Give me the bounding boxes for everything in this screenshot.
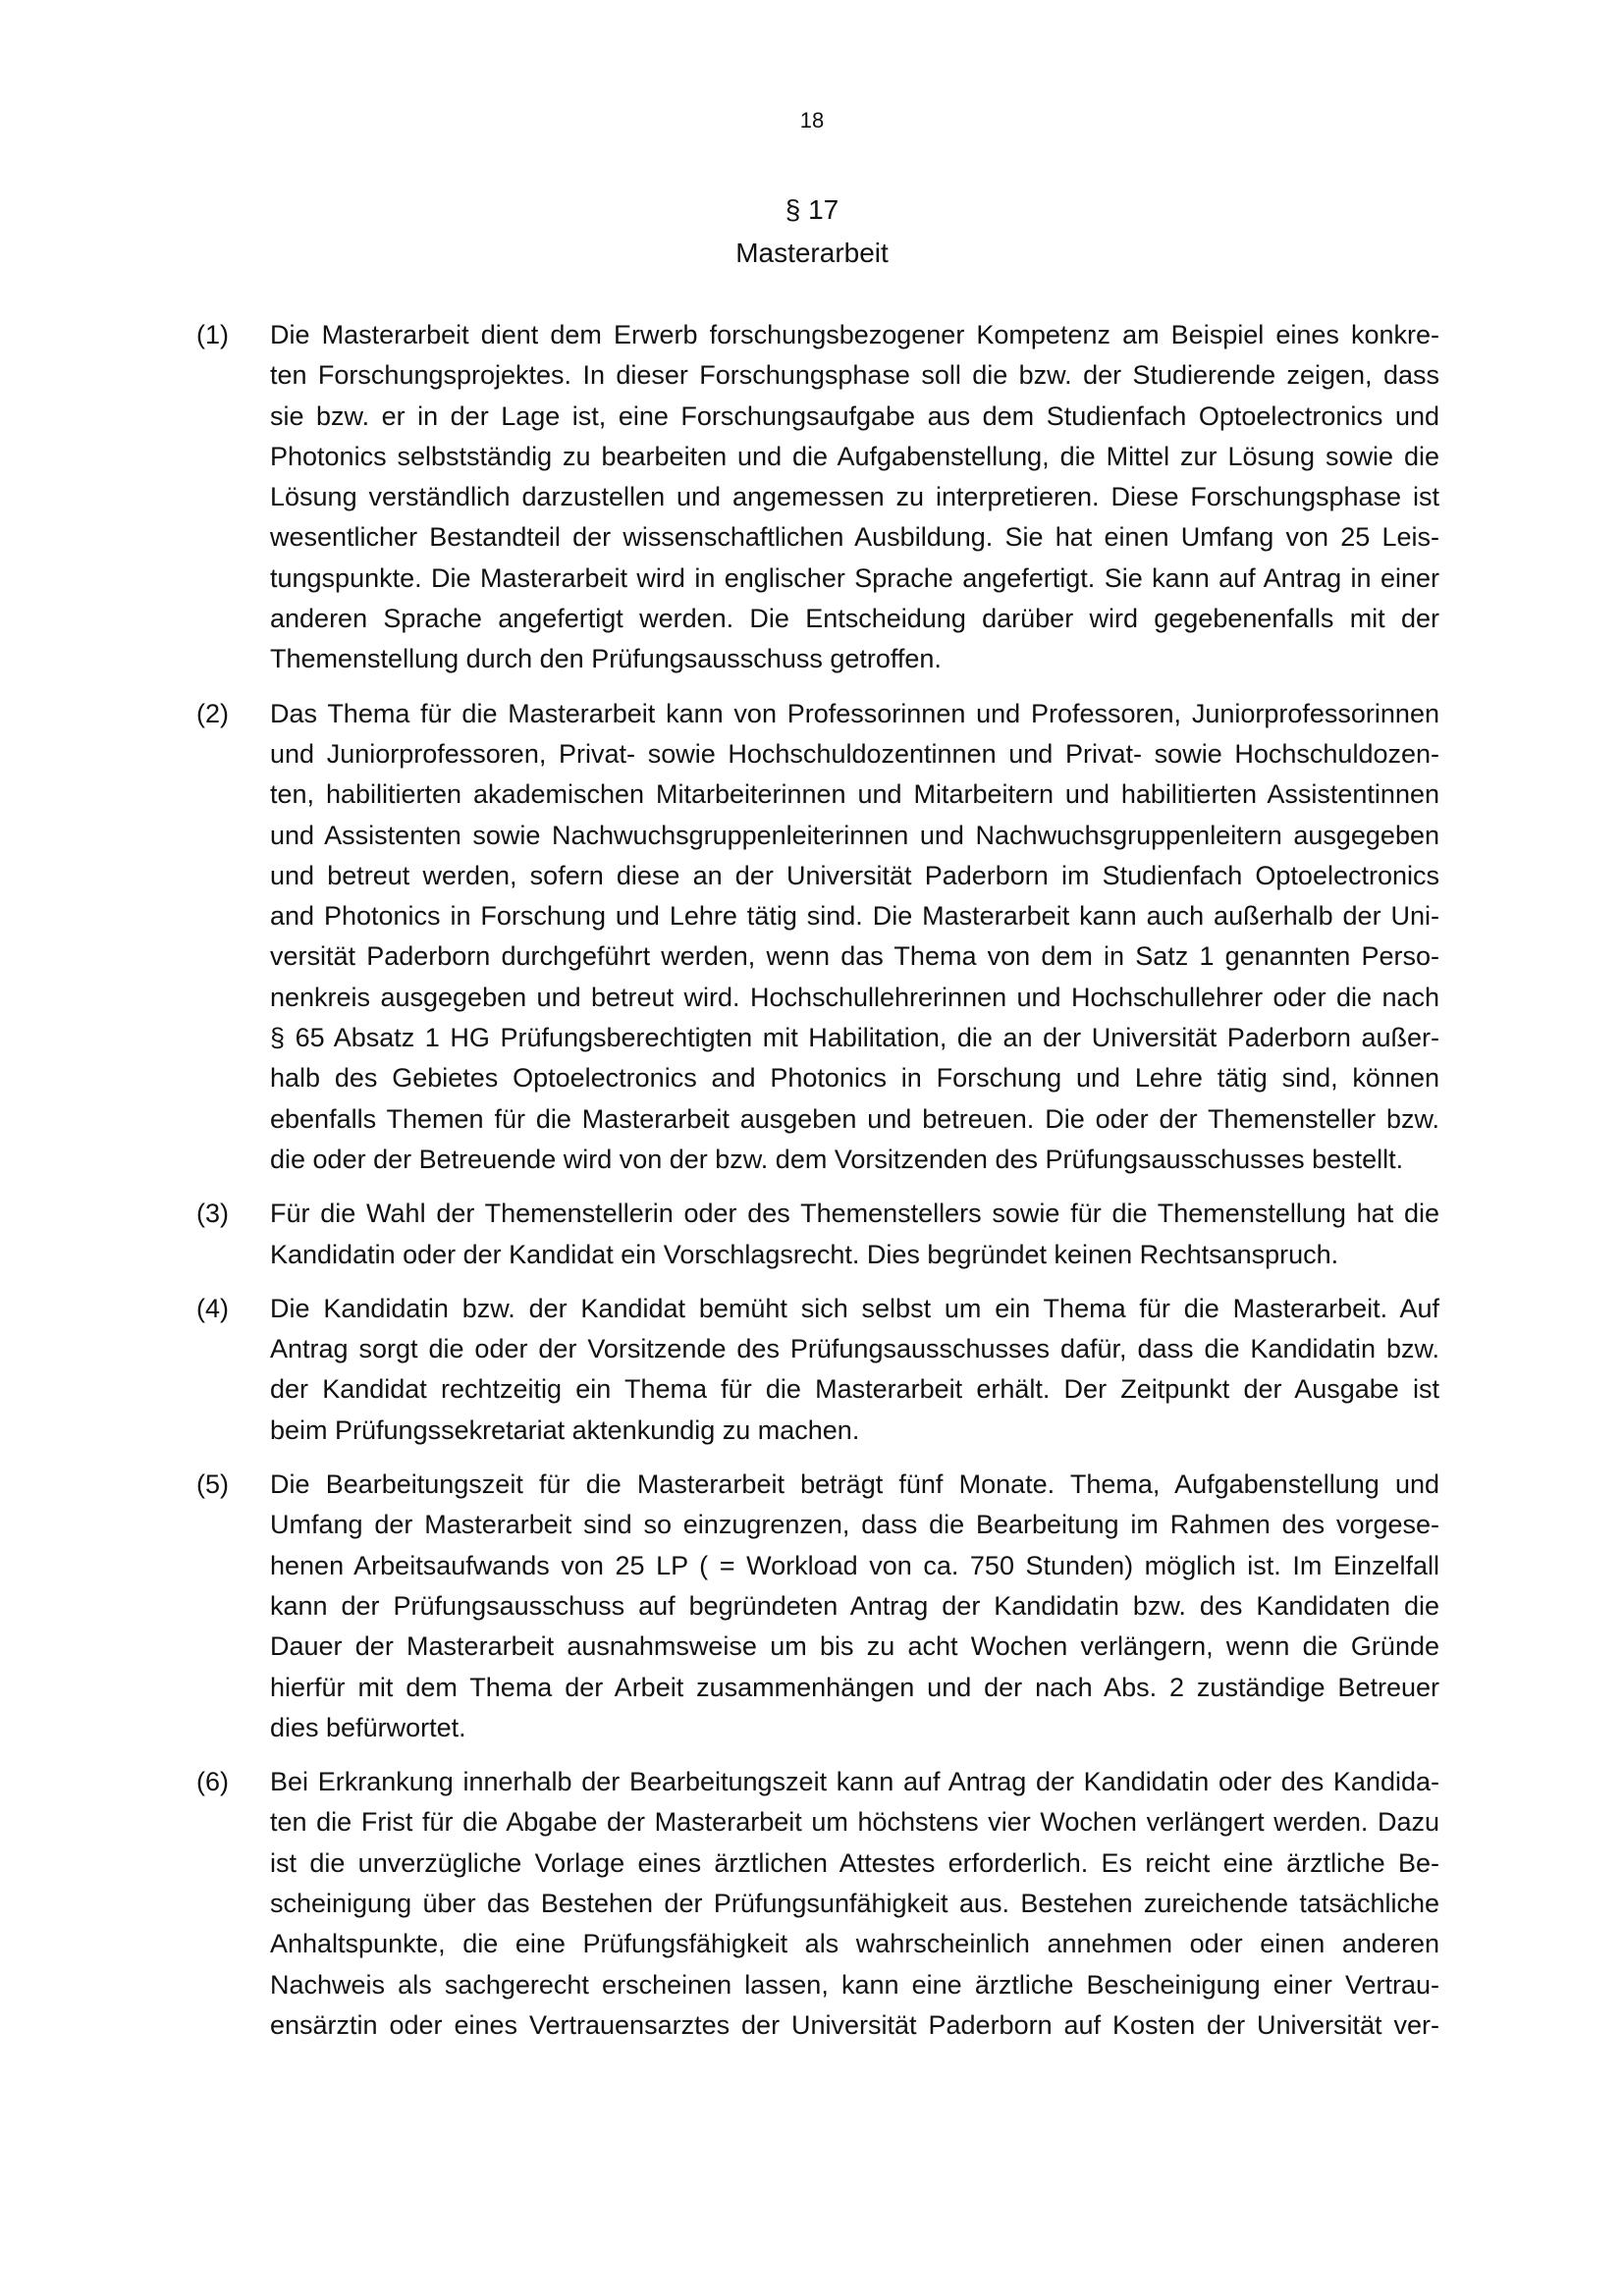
- text-line: [270, 734, 1439, 774]
- text-line-content: Für die Wahl der Themenstellerin oder des Themenstellers sowie für die Themenstellung hat die: [270, 1199, 1439, 1229]
- text-line-content: Antrag sorgt die oder der Vorsitzende des Prüfungsausschusses dafür, dass die Kandidatin bzw.: [270, 1334, 1439, 1364]
- text-line-content: hierfür mit dem Thema der Arbeit zusammenhängen und der nach Abs. 2 zuständige Betreuer: [270, 1672, 1439, 1702]
- text-line-content: Die Masterarbeit dient dem Erwerb forschungsbezogener Kompetenz am Beispiel eines konkre-: [270, 320, 1439, 349]
- text-line: [270, 1289, 1439, 1329]
- text-line: [270, 1546, 1439, 1586]
- text-line: [270, 1140, 1439, 1180]
- text-line-content: ten Forschungsprojektes. In dieser Forschungsphase soll die bzw. der Studierende zeigen, dass: [270, 360, 1439, 391]
- paragraph: [196, 1762, 1439, 2046]
- text-line-content: die oder der Betreuende wird von der bzw. dem Vorsitzenden des Prüfungsausschusses bestellt.: [270, 1144, 1404, 1174]
- text-line: [270, 1924, 1439, 1964]
- text-line-content: dies befürwortet.: [270, 1712, 466, 1742]
- text-line-content: Die Kandidatin bzw. der Kandidat bemüht sich selbst um ein Thema für die Masterarbeit. Auf: [270, 1293, 1439, 1323]
- paragraph-number: (6): [196, 1767, 229, 1797]
- text-line-content: und betreut werden, sofern diese an der Universität Paderborn im Studienfach Optoelectronics: [270, 860, 1439, 890]
- text-line-content: ist die unverzügliche Vorlage eines ärztlichen Attestes erforderlich. Es reicht eine ärztliche Be-: [270, 1847, 1439, 1878]
- text-line: [270, 599, 1439, 639]
- text-line: [270, 1762, 1439, 1802]
- text-line-content: Die Bearbeitungszeit für die Masterarbeit beträgt fünf Monate. Thema, Aufgabenstellung und: [270, 1469, 1439, 1500]
- text-line: [270, 694, 1439, 734]
- text-line-content: sie bzw. er in der Lage ist, eine Forschungsaufgabe aus dem Studienfach Optoelectronics und: [270, 400, 1439, 431]
- text-line-content: Themenstellung durch den Prüfungsausschuss getroffen.: [270, 644, 942, 674]
- text-line-content: ensärztin oder eines Vertrauensarztes der Universität Paderborn auf Kosten der Universität ver-: [270, 2009, 1439, 2040]
- text-line: [270, 1369, 1439, 1410]
- text-line: [270, 936, 1439, 977]
- text-line: [270, 639, 1439, 679]
- paragraph-number: (5): [196, 1469, 229, 1500]
- text-line: [270, 1194, 1439, 1234]
- text-line-content: Photonics selbstständig zu bearbeiten und die Aufgabenstellung, die Mittel zur Lösung sowie die: [270, 441, 1439, 471]
- text-line-content: tungspunkte. Die Masterarbeit wird in englischer Sprache angefertigt. Sie kann auf Antrag in einer: [270, 562, 1439, 593]
- text-line: [270, 1965, 1439, 2005]
- text-line: [270, 1884, 1439, 1924]
- text-line: [270, 774, 1439, 815]
- text-line-content: ten die Frist für die Abgabe der Masterarbeit um höchstens vier Wochen verlängert werden. Dazu: [270, 1807, 1439, 1838]
- paragraph: [196, 1194, 1439, 1275]
- text-line-content: Anhaltspunkte, die eine Prüfungsfähigkeit als wahrscheinlich annehmen oder einen anderen: [270, 1929, 1439, 1959]
- text-line: [270, 517, 1439, 558]
- text-line: [270, 1505, 1439, 1545]
- text-line: [270, 1708, 1439, 1748]
- text-line: [270, 1843, 1439, 1884]
- text-line: [270, 2005, 1439, 2046]
- text-line: [270, 1235, 1439, 1275]
- text-line-content: und Juniorprofessoren, Privat- sowie Hochschuldozentinnen und Privat- sowie Hochschuldozen-: [270, 738, 1439, 769]
- text-line: [270, 896, 1439, 936]
- text-line: [270, 816, 1439, 856]
- text-line-content: halb des Gebietes Optoelectronics and Photonics in Forschung und Lehre tätig sind, können: [270, 1063, 1439, 1094]
- text-line-content: kann der Prüfungsausschuss auf begründeten Antrag der Kandidatin bzw. des Kandidaten die: [270, 1590, 1439, 1621]
- section-title: Masterarbeit: [735, 238, 889, 268]
- text-line: [270, 477, 1439, 517]
- paragraph-number: (2): [196, 698, 229, 728]
- text-line: [270, 856, 1439, 896]
- text-line: [270, 1802, 1439, 1842]
- paragraph: [196, 1289, 1439, 1451]
- text-line-content: beim Prüfungssekretariat aktenkundig zu machen.: [270, 1415, 860, 1445]
- text-line: [270, 1329, 1439, 1369]
- text-line-content: henen Arbeitsaufwands von 25 LP ( = Workload von ca. 750 Stunden) möglich ist. Im Einzelfall: [270, 1550, 1439, 1580]
- text-line: [270, 559, 1439, 599]
- text-line: [270, 978, 1439, 1018]
- text-line-content: Bei Erkrankung innerhalb der Bearbeitungszeit kann auf Antrag der Kandidatin oder des Kandida-: [270, 1767, 1439, 1797]
- paragraph-number: (1): [196, 320, 229, 349]
- text-line-content: anderen Sprache angefertigt werden. Die Entscheidung darüber wird gegebenenfalls mit der: [270, 604, 1439, 634]
- text-line: [270, 1586, 1439, 1627]
- text-line-content: and Photonics in Forschung und Lehre tätig sind. Die Masterarbeit kann auch außerhalb der Uni-: [270, 901, 1439, 932]
- text-line-content: Lösung verständlich darzustellen und angemessen zu interpretieren. Diese Forschungsphase ist: [270, 482, 1439, 512]
- text-line: [270, 355, 1439, 396]
- page-number: 18: [799, 108, 825, 133]
- text-line-content: scheinigung über das Bestehen der Prüfungsunfähigkeit aus. Bestehen zureichende tatsächliche: [270, 1888, 1439, 1918]
- text-line-content: und Assistenten sowie Nachwuchsgruppenleiterinnen und Nachwuchsgruppenleitern ausgegeben: [270, 820, 1439, 850]
- document-body: [196, 315, 1439, 2059]
- text-line: [270, 1411, 1439, 1451]
- text-line-content: § 65 Absatz 1 HG Prüfungsberechtigten mit Habilitation, die an der Universität Paderborn außer-: [270, 1023, 1439, 1053]
- text-line: [270, 1018, 1439, 1058]
- text-line-content: versität Paderborn durchgeführt werden, wenn das Thema von dem in Satz 1 genannten Perso-: [270, 941, 1439, 972]
- text-line: [270, 315, 1439, 355]
- text-line: [270, 437, 1439, 477]
- text-line-content: der Kandidat rechtzeitig ein Thema für die Masterarbeit erhält. Der Zeitpunkt der Ausgabe ist: [270, 1374, 1439, 1405]
- text-line-content: Dauer der Masterarbeit ausnahmsweise um bis zu acht Wochen verlängern, wenn die Gründe: [270, 1631, 1439, 1662]
- paragraph: [196, 694, 1439, 1181]
- text-line-content: wesentlicher Bestandteil der wissenschaftlichen Ausbildung. Sie hat einen Umfang von 25 Leis-: [270, 522, 1439, 553]
- section-number: § 17: [785, 194, 839, 225]
- text-line: [270, 1058, 1439, 1098]
- paragraph: [196, 1465, 1439, 1748]
- text-line-content: Kandidatin oder der Kandidat ein Vorschlagsrecht. Dies begründet keinen Rechtsanspruch.: [270, 1239, 1339, 1269]
- paragraph: [196, 315, 1439, 680]
- text-line-content: ebenfalls Themen für die Masterarbeit ausgeben und betreuen. Die oder der Themensteller bzw.: [270, 1103, 1439, 1134]
- text-line-content: Nachweis als sachgerecht erscheinen lassen, kann eine ärztliche Bescheinigung einer Vertrau-: [270, 1969, 1439, 2000]
- paragraph-number: (3): [196, 1199, 229, 1229]
- text-line: [270, 1099, 1439, 1140]
- text-line-content: Das Thema für die Masterarbeit kann von Professorinnen und Professoren, Juniorprofessorinnen: [270, 698, 1439, 728]
- text-line: [270, 1668, 1439, 1708]
- text-line: [270, 1627, 1439, 1667]
- text-line: [270, 397, 1439, 437]
- text-line-content: Umfang der Masterarbeit sind so einzugrenzen, dass die Bearbeitung im Rahmen des vorgese-: [270, 1510, 1439, 1540]
- text-line-content: nenkreis ausgegeben und betreut wird. Hochschullehrerinnen und Hochschullehrer oder die nach: [270, 982, 1439, 1012]
- text-line: [270, 1465, 1439, 1505]
- paragraph-number: (4): [196, 1293, 229, 1323]
- text-line-content: ten, habilitierten akademischen Mitarbeiterinnen und Mitarbeitern und habilitierten Assistentinnen: [270, 779, 1439, 810]
